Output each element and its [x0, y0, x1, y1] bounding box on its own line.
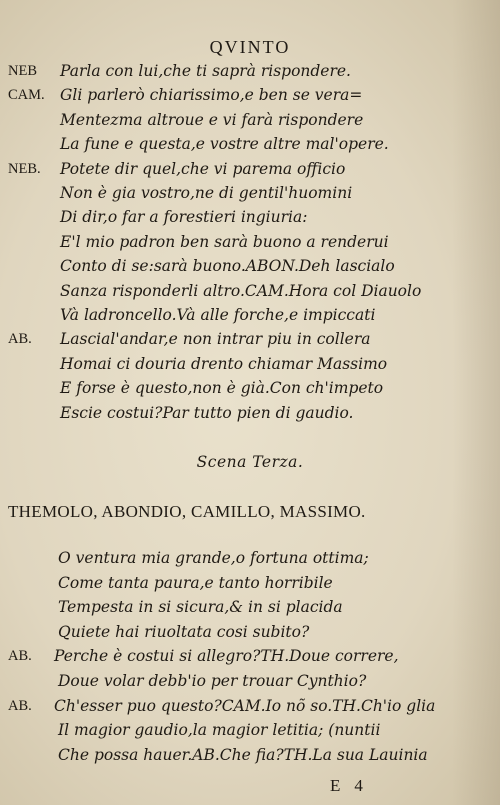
verse-text: Di dir,o far a forestieri ingiuria: [60, 208, 308, 227]
scene-title: Scena Terza. [196, 453, 304, 471]
verse-text: Che possa hauer.AB.Che fia?TH.La sua Lauinia [58, 745, 428, 764]
verse-text: E forse è questo,non è già.Con ch'impeto [60, 379, 384, 398]
character-list: THEMOLO, ABONDIO, CAMILLO, MASSIMO. [8, 502, 366, 521]
verse-text: La fune e questa,e vostre altre mal'opere. [60, 135, 389, 154]
facing-page-bleed-through [452, 0, 500, 805]
verse-text: Non è gia vostro,ne di gentil'huomini [60, 184, 353, 202]
verse-text: Sanza risponderli altro.CAM.Hora col Diauolo [60, 281, 422, 300]
verse-text: Parla con lui,che ti saprà rispondere. [60, 62, 351, 80]
speaker-label: AB. [8, 697, 32, 714]
verse-text: Come tanta paura,e tanto horribile [58, 573, 333, 592]
verse-text: E'l mio padron ben sarà buono a renderui [60, 232, 389, 251]
verse-text: Escie costui?Par tutto pien di gaudio. [60, 403, 354, 422]
verse-text: Doue volar debb'io per trouar Cynthio? [58, 672, 367, 690]
running-head: QVINTO [209, 37, 291, 57]
verse-text: Ch'esser puo questo?CAM.Io nõ so.TH.Ch'io glia [54, 696, 436, 715]
verse-text: Lascial'andar,e non intrar piu in collera [60, 330, 371, 349]
speaker-label: NEB. [8, 160, 41, 177]
verse-text: Il magior gaudio,la magior letitia; (nuntii [58, 721, 381, 740]
speaker-label: CAM. [8, 87, 45, 104]
signature-letter: E [330, 776, 341, 795]
verse-text: Homai ci douria drento chiamar Massimo [60, 354, 388, 373]
signature-mark [330, 776, 363, 796]
verse-text: O ventura mia grande,o fortuna ottima; [58, 549, 369, 567]
signature-number: 4 [354, 776, 363, 795]
speaker-label: AB. [8, 648, 32, 665]
speaker-label: NEB [8, 63, 37, 79]
verse-text: Và ladroncello.Và alle forche,e impiccati [60, 306, 376, 324]
verse-text: Perche è costui si allegro?TH.Doue correre, [54, 647, 399, 666]
verse-text: Potete dir quel,che vi parema officio [60, 159, 346, 178]
verse-text: Tempesta in si sicura,& in si placida [58, 598, 343, 617]
verse-text: Quiete hai riuoltata cosi subito? [58, 622, 310, 641]
verse-text: Mentezma altroue e vi farà rispondere [60, 110, 364, 129]
verse-text: Gli parlerò chiarissimo,e ben se vera= [60, 86, 363, 105]
speaker-label: AB. [8, 331, 32, 348]
verse-text: Conto di se:sarà buono.ABON.Deh lascialo [60, 257, 395, 276]
